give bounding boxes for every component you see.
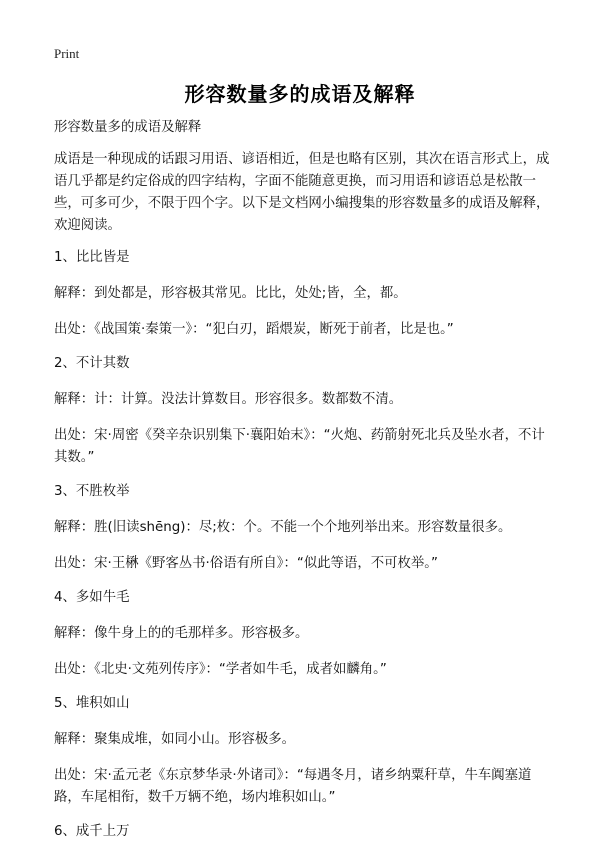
intro-paragraph: 成语是一种现成的话跟习用语、谚语相近，但是也略有区别，其次在语言形式上，成语几乎都是约定俗成的四字结构，字面不能随意更换，而习用语和谚语总是松散一些，可多可少，不限于四个字。以下是文档网小编搜集的形容数量多的成语及解释，欢迎阅读。	[54, 152, 550, 233]
idiom-explanation: 解释：计：计算。没法计算数目。形容很多。数都数不清。	[54, 392, 403, 407]
idiom-heading: 2、不计其数	[54, 356, 130, 371]
idiom-explanation: 解释：到处都是，形容极其常见。比比，处处;皆，全，都。	[54, 286, 407, 301]
idiom-explanation: 解释：胜(旧读shēng)：尽;枚：个。不能一个个地列举出来。形容数量很多。	[54, 520, 512, 535]
idiom-source: 出处：宋·孟元老《东京梦华录·外诸司》：“每遇冬月，诸乡纳粟秆草，牛车阗塞道路，车尾相衔，数千万辆不绝，场内堆积如山。”	[54, 768, 532, 805]
idiom-explanation: 解释：聚集成堆，如同小山。形容极多。	[54, 732, 296, 747]
idiom-heading: 6、成千上万	[54, 824, 130, 839]
print-link[interactable]: Print	[54, 46, 80, 61]
idiom-explanation: 解释：像牛身上的的毛那样多。形容极多。	[54, 626, 309, 641]
idiom-heading: 4、多如牛毛	[54, 590, 130, 605]
document-body	[54, 117, 554, 857]
idiom-heading: 3、不胜枚举	[54, 484, 130, 499]
idiom-source: 出处：宋·王楙《野客丛书·俗语有所自》：“似此等语，不可枚举。”	[54, 556, 438, 571]
document-title: 形容数量多的成语及解释	[184, 82, 416, 106]
idiom-heading: 5、堆积如山	[54, 696, 130, 711]
document-subtitle: 形容数量多的成语及解释	[54, 120, 202, 135]
idiom-source: 出处：《北史·文苑列传序》：“学者如牛毛，成者如麟角。”	[54, 662, 387, 677]
idiom-source: 出处：《战国策·秦策一》：“犯白刃，蹈煨炭，断死于前者，比是也。”	[54, 322, 454, 337]
idiom-heading: 1、比比皆是	[54, 250, 130, 265]
idiom-source: 出处：宋·周密《癸辛杂识别集下·襄阳始末》：“火炮、药箭射死北兵及坠水者，不计其数。”	[54, 428, 545, 465]
